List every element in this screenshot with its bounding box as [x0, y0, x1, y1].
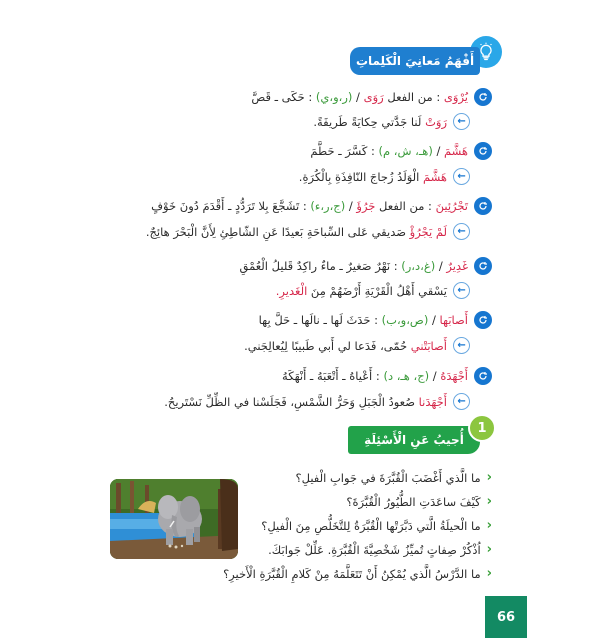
chevron-left-icon: ‹ [486, 566, 492, 581]
root-letters: (ج،ر،ء) [310, 199, 346, 213]
refresh-circle-icon [474, 88, 492, 106]
arrow-left-icon: ← [453, 282, 470, 299]
root-letters: (ر،و،ي) [315, 90, 353, 104]
vocab-entry-definition: هَشَّمَ / (هـ، ش، م) : كَسَّرَ ـ حَطَّمَ [310, 142, 492, 160]
questions-section-title: أُجيبُ عَنِ الْأَسْئِلَةِ [364, 433, 464, 447]
vocab-word: هَشَّمَ [444, 144, 468, 158]
question-item: ‹ ما الدَّرْسُ الَّذي يُمْكِنُ أَنْ تَتَعَلَّمَهُ مِنْ كَلامِ الْقُبَّرَةِ الْأَخيرِ؟ [223, 566, 492, 581]
vocab-word: غَدِيرٌ [446, 259, 468, 273]
vocab-section-header [350, 47, 480, 75]
question-item: ‹ اُذْكُرْ صِفاتٍ تُميِّزُ شَخْصِيَّةَ الْقُبَّرَةِ. عَلِّلْ جَوابَكَ. [268, 542, 492, 557]
vocab-word: أَجْهَدَهُ [440, 369, 468, 383]
refresh-circle-icon [474, 311, 492, 329]
vocab-entry-definition: تَجْرُئِينَ : من الفعل جَرُؤَ / (ج،ر،ء) : تَشَجَّعَ بِلا تَرَدُّدٍ ـ أَقْدَمَ دُونَ خَوْفٍ [151, 197, 492, 215]
arrow-left-icon: ← [453, 393, 470, 410]
refresh-circle-icon [474, 367, 492, 385]
question-item: ‹ ما الَّذي أَغْضَبَ الْقُبَّرَةَ في جَوابِ الْفيلِ؟ [295, 470, 492, 485]
chevron-left-icon: ‹ [486, 470, 492, 485]
chevron-left-icon: ‹ [486, 542, 492, 557]
vocab-entry-definition: أَصابَها / (ص،و،ب) : حَدَثَ لَها ـ نالَها ـ حَلَّ بِها [259, 311, 492, 329]
root-letters: (ص،و،ب) [381, 313, 429, 327]
elephant-illustration [110, 479, 238, 559]
arrow-left-icon: ← [453, 168, 470, 185]
root-letters: (ج، هـ، د) [383, 369, 430, 383]
vocab-word: تَجْرُئِينَ [435, 199, 468, 213]
chevron-left-icon: ‹ [486, 494, 492, 509]
vocab-entry-example: ← هَشَّمَ الْوَلَدُ زُجاجَ النّافِذَةِ بِالْكُرَةِ. [299, 168, 470, 185]
exercise-number-badge: 1 [468, 414, 496, 442]
refresh-circle-icon [474, 197, 492, 215]
vocab-entry-definition: أَجْهَدَهُ / (ج، هـ، د) : أَعْياهُ ـ أَتْعَبَهُ ـ أَنْهَكَهُ [282, 367, 492, 385]
vocab-entry-example: ← يَسْقي أَهْلُ الْقَرْيَةِ أَرْضَهُمْ مِنَ الْغَديرِ. [276, 282, 470, 299]
elephant-by-river-illustration [110, 479, 238, 559]
arrow-left-icon: ← [453, 337, 470, 354]
vocab-entry-example: ← لَمْ يَجْرُؤْ صَديقي عَلى السِّباحَةِ بَعيدًا عَنِ الشّاطِئِ لِأَنَّ الْبَحْرَ هائِجٌ. [146, 223, 470, 240]
question-item: ‹ كَيْفَ ساعَدَتِ الطُّيُورُ الْقُبَّرَةَ؟ [346, 494, 492, 509]
vocab-word: أَصابَها [439, 313, 468, 327]
questions-section-header [348, 426, 480, 454]
vocab-entry-definition: يُرْوَى : من الفعل رَوَى / (ر،و،ي) : حَكَى ـ قَصَّ [251, 88, 492, 106]
question-item: ‹ ما الْحيلَةُ الَّتي دَبَّرَتْها الْقُبَّرَةُ لِلتَّخَلُّصِ مِنَ الْفيلِ؟ [261, 518, 492, 533]
refresh-circle-icon [474, 142, 492, 160]
chevron-left-icon: ‹ [486, 518, 492, 533]
vocab-entry-definition: غَدِيرٌ / (غ،د،ر) : نَهْرٌ صَغيرٌ ـ ماءٌ راكِدٌ قَليلُ الْعُمْقِ [240, 257, 493, 275]
refresh-circle-icon [474, 257, 492, 275]
page-number: 66 [485, 596, 527, 638]
arrow-left-icon: ← [453, 113, 470, 130]
vocab-entry-example: ← رَوَتْ لَنا جَدَّتي حِكايَةً طَريفَةً. [313, 113, 470, 130]
vocab-word: يُرْوَى [443, 90, 468, 104]
vocab-section-title: أَفْهَمُ مَعانِيَ الْكَلِماتِ [355, 54, 475, 68]
vocab-entry-example: ← أَجْهَدَنا صُعودُ الْجَبَلِ وَحَرُّ الشَّمْسِ، فَجَلَسْنا في الظِّلِّ نَسْتَريحُ. [164, 393, 470, 410]
vocab-entry-example: ← أَصابَتْني حُمّى، فَدَعا لي أَبي طَبيبًا لِيُعالِجَني. [244, 337, 470, 354]
root-letters: (غ،د،ر) [401, 259, 436, 273]
root-letters: (هـ، ش، م) [378, 144, 433, 158]
arrow-left-icon: ← [453, 223, 470, 240]
